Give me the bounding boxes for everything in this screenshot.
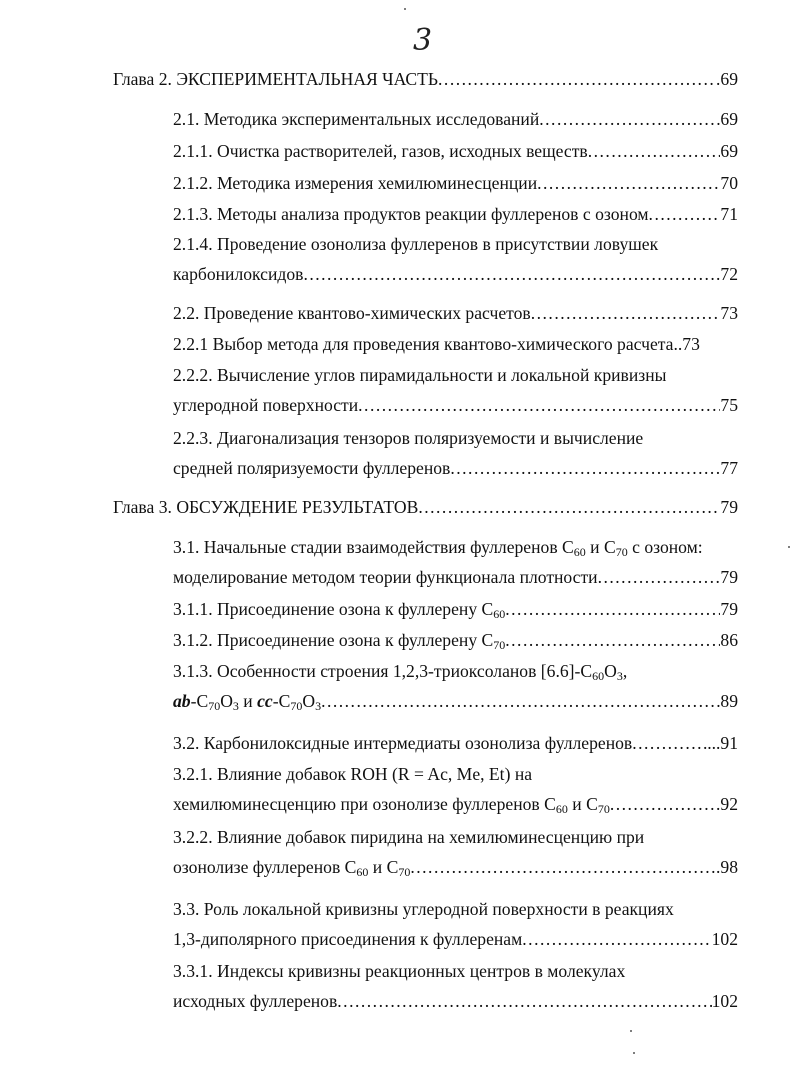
scan-speck [788,546,790,548]
dot-leader [321,690,720,712]
toc-entry-3-3-1[interactable] [173,960,738,1012]
toc-entry-label: моделирование методом теории функционала плотности [173,567,598,587]
toc-entry-label: 3.1.1. Присоединение озона к фуллерену $C_{60}$ [173,599,506,621]
toc-entry-label: 2.2. Проведение квантово-химических расчетов [173,303,531,323]
toc-page-number: 70 [720,173,738,193]
toc-page-number: ..73 [673,334,700,354]
toc-entry-label: 2.1.2. Методика измерения хемилюминесценции [173,173,538,193]
toc-entry-chapter-2[interactable] [113,68,738,90]
dot-leader [358,394,720,416]
toc-entry-label: 2.2.1 Выбор метода для проведения квантово-химического расчета [173,334,674,354]
toc-page-number: .98 [716,857,738,877]
toc-entry-2-2-2[interactable] [173,364,738,416]
toc-entry-3-3[interactable] [173,898,738,950]
dot-leader [598,566,721,588]
toc-page-number: .69 [716,69,738,89]
toc-entry-3-1-1[interactable] [173,598,738,620]
toc-entry-2-1-4[interactable] [173,233,738,285]
toc-entry-label: $ab-C_{70}O_3$ и $cc-C_{70}O_3$ [173,691,322,713]
scan-speck [633,1052,635,1054]
dot-leader [505,598,720,620]
toc-entry-chapter-3[interactable] [113,496,738,518]
toc-page-number: 86 [720,630,738,650]
dot-leader [632,732,707,754]
toc-entry-text: 3.2.2. Влияние добавок пиридина на хемилюминесценцию при [173,827,645,847]
toc-entry-3-2-2[interactable] [173,826,738,878]
dot-leader [337,990,711,1012]
toc-entry-label: 2.1.3. Методы анализа продуктов реакции фуллеренов с озоном [173,204,649,224]
toc-entry-label: углеродной поверхности [173,395,359,415]
toc-entry-text: 2.2.3. Диагонализация тензоров поляризуемости и вычисление [173,428,644,448]
toc-entry-3-1-3[interactable] [173,660,738,712]
toc-entry-label: исходных фуллеренов [173,991,338,1011]
dot-leader [438,68,716,90]
toc-entry-text: 3.1.3. Особенности строения 1,2,3-триоксоланов $[6.6]-C_{60}O_3$, [173,661,628,683]
toc-entry-text: 3.2.1. Влияние добавок ROH (R = Ac, Me, Et) на [173,764,533,784]
toc-page-number: 89 [720,691,738,711]
toc-page-number: 71 [720,204,738,224]
scan-speck [404,8,406,10]
toc-entry-3-1-2[interactable] [173,629,738,651]
toc-entry-text: 2.1.4. Проведение озонолиза фуллеренов в присутствии ловушек [173,234,659,254]
toc-page-number: 79 [720,567,738,587]
toc-entry-2-1-1[interactable] [173,140,738,162]
toc-entry-2-2-3[interactable] [173,427,738,479]
toc-entry-label: 2.1. Методика экспериментальных исследований [173,109,540,129]
toc-entry-text: 3.3. Роль локальной кривизны углеродной поверхности в реакциях [173,899,674,919]
toc-page-number: .72 [716,264,738,284]
dot-leader [610,793,721,815]
toc-page-number: 79 [720,599,738,619]
dot-leader [588,140,721,162]
toc-page-number: ...91 [707,733,738,753]
toc-page-number: 92 [720,794,738,814]
toc-entry-text: 2.2.2. Вычисление углов пирамидальности и локальной кривизны [173,365,667,385]
toc-entry-2-1-2[interactable] [173,172,738,194]
toc-entry-2-2[interactable] [173,302,738,324]
toc-entry-2-1[interactable] [173,108,738,130]
dot-leader [505,629,720,651]
page-number: 3 [413,23,433,58]
toc-entry-label: средней поляризуемости фуллеренов [173,458,451,478]
toc-entry-2-2-1[interactable] [173,333,738,355]
toc-entry-label: 3.2. Карбонилоксидные интермедиаты озонолиза фуллеренов [173,733,633,753]
toc-entry-label: озонолизе фуллеренов $C_{60}$ и $C_{70}$ [173,857,411,879]
toc-page-number: 77 [720,458,738,478]
toc-page-number: 102 [711,929,738,949]
toc-entry-text: 3.1. Начальные стадии взаимодействия фуллеренов $C_{60}$ и $C_{70}$ с озоном: [173,537,703,559]
dot-leader [303,263,716,285]
toc-page-number: 79 [720,497,738,517]
scan-speck [630,1030,632,1032]
toc-page-number: 75 [720,395,738,415]
toc-entry-text: 3.3.1. Индексы кривизны реакционных центров в молекулах [173,961,626,981]
dot-leader [649,203,721,225]
dot-leader [418,496,720,518]
toc-page-number: 102 [711,991,738,1011]
toc-entry-2-1-3[interactable] [173,203,738,225]
toc-entry-label: хемилюминесценцию при озонолизе фуллеренов $C_{60}$ и $C_{70}$ [173,794,610,816]
dot-leader [537,172,720,194]
dot-leader [522,928,711,950]
dot-leader [450,457,720,479]
toc-entry-label: карбонилоксидов [173,264,304,284]
toc-entry-3-1[interactable] [173,536,738,588]
toc-entry-label: 1,3-диполярного присоединения к фуллеренам [173,929,523,949]
dot-leader [410,856,716,878]
toc-page-number: 73 [720,303,738,323]
toc-entry-3-2[interactable] [173,732,738,754]
dot-leader [539,108,720,130]
toc-page-number: 69 [720,109,738,129]
dot-leader [531,302,721,324]
toc-entry-3-2-1[interactable] [173,763,738,815]
toc-entry-label: 2.1.1. Очистка растворителей, газов, исходных веществ [173,141,588,161]
toc-entry-label: Глава 3. ОБСУЖДЕНИЕ РЕЗУЛЬТАТОВ [113,497,419,517]
toc-page-number: 69 [720,141,738,161]
toc-entry-label: 3.1.2. Присоединение озона к фуллерену $C_{70}$ [173,630,506,652]
toc-entry-label: Глава 2. ЭКСПЕРИМЕНТАЛЬНАЯ ЧАСТЬ [113,69,439,89]
